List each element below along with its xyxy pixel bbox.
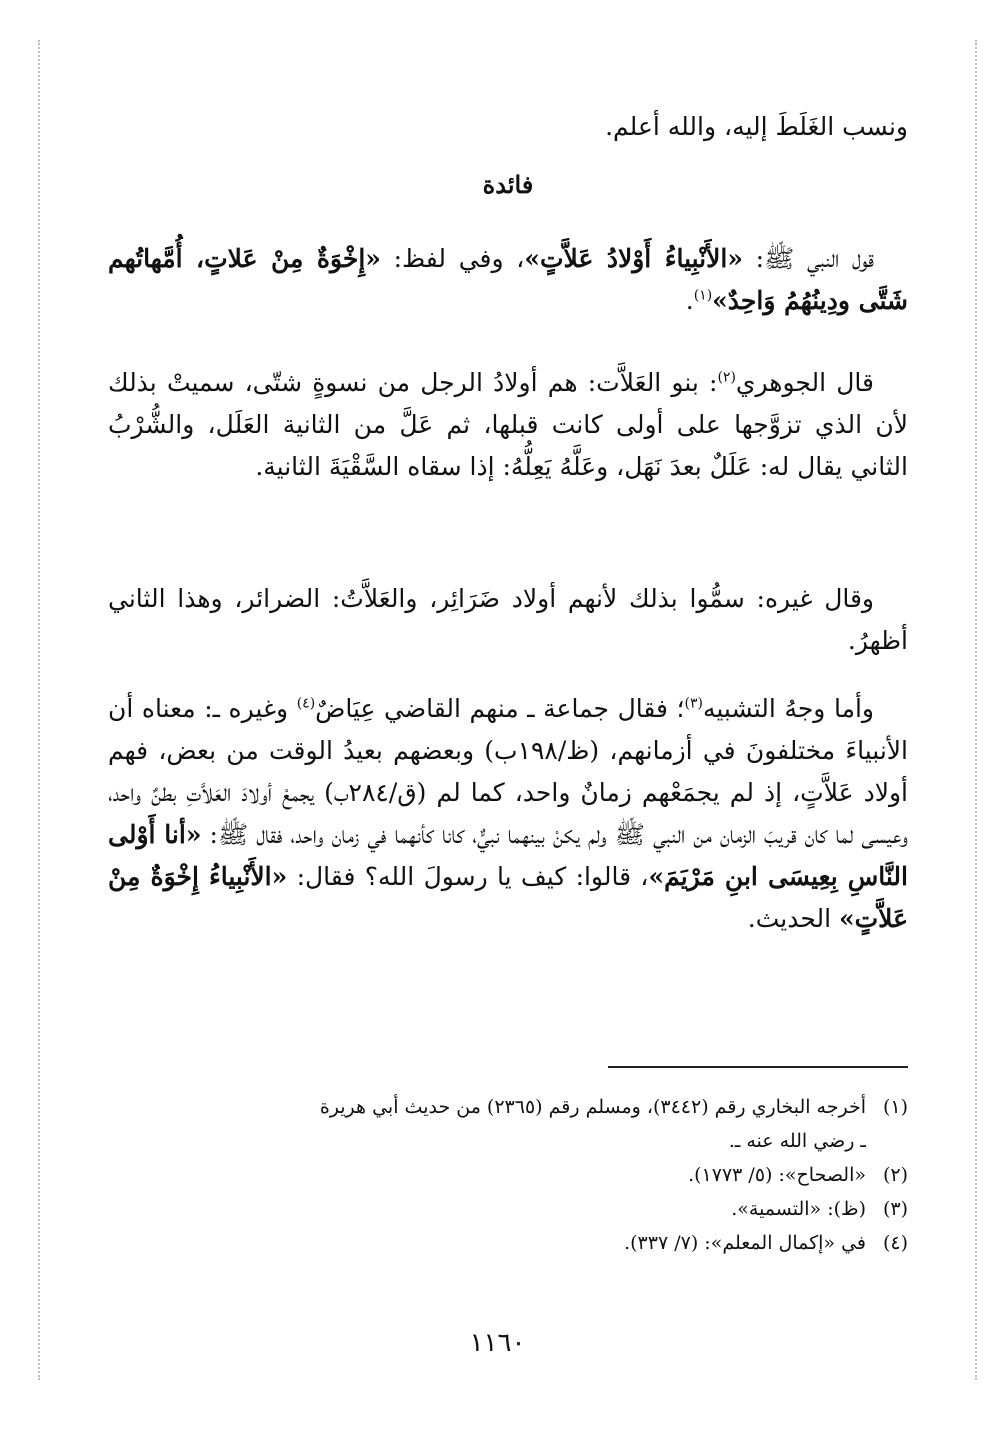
footnote-text: أخرجه البخاري رقم (٣٤٤٢)، ومسلم رقم (٢٣٦٥) من حديث أبي هريرة xyxy=(319,1096,866,1118)
p1-hadith-quote-2: «إِخْوَةٌ مِنْ عَلاتٍ، أُمَّهاتُهم شَتَّى ودِينُهُمُ وَاحِدٌ» xyxy=(108,244,908,315)
p4-hadith-quote-1: «أنا أَوْلى النَّاسِ بِعِيسَى ابنِ مَرْيَمَ» xyxy=(108,820,908,891)
footnote-3 xyxy=(108,1192,908,1226)
scan-edge-dots-left xyxy=(38,40,40,1380)
paragraph-similarity xyxy=(108,688,908,940)
footnote-4 xyxy=(108,1226,908,1260)
footnotes xyxy=(108,1090,908,1260)
footnote-1 xyxy=(108,1090,908,1124)
footnote-number: (١) xyxy=(882,1096,908,1118)
p1-text-a: قول النبي ﷺ: xyxy=(742,244,875,273)
footnote-ref-2[interactable]: (٢) xyxy=(717,369,736,386)
paragraph-hadith xyxy=(108,238,908,322)
footnote-text: (ظ): «التسمية». xyxy=(731,1198,866,1220)
footnote-number: (٢) xyxy=(882,1164,908,1186)
scan-edge-dots-right xyxy=(975,40,977,1380)
footnote-ref-3[interactable]: (٣) xyxy=(684,695,703,712)
section-heading: فائدة xyxy=(482,170,534,199)
footnote-text: «الصحاح»: (٥/ ١٧٧٣). xyxy=(688,1164,866,1186)
footnote-number: (٤) xyxy=(882,1232,908,1254)
page-number: ١١٦٠ xyxy=(469,1328,526,1358)
paragraph-other-opinion: وقال غيره: سمُّوا بذلك لأنهم أولاد ضَرَائِر، والعَلاَّتُ: الضرائر، وهذا الثاني أظهرُ. xyxy=(108,584,908,655)
p4-hadith-quote-2: «الأَنْبِياءُ إِخْوَةٌ مِنْ عَلاَّتٍ» xyxy=(108,862,908,933)
intro-line: ونسب الغَلَطَ إليه، والله أعلم. xyxy=(605,112,908,141)
p2-text-c: : بنو العَلاَّت: هم أولادُ الرجل من نسوةٍ شتّى، سميتْ بذلك لأن الذي تزوَّجها على أولى كانت قبلها، ثم عَلَّ من الثانية العَلَل، والشُّرْبُ الثاني يقال له: عَلَلٌ بعدَ نَهَل، وعَلَّهُ يَعِلُّهُ: إذا سقاه السَّقْيَةَ الثانية. xyxy=(108,368,908,481)
p1-text-f: . xyxy=(685,286,694,315)
p4-text-i: الحديث. xyxy=(747,904,839,933)
footnote-ref-1[interactable]: (١) xyxy=(693,287,713,304)
p1-text-c: ، وفي لفظ: xyxy=(380,244,525,273)
paragraph-jawhari xyxy=(108,362,908,488)
footnote-ref-4[interactable]: (٤) xyxy=(296,695,316,712)
footnote-text: في «إكمال المعلم»: (٧/ ٣٣٧). xyxy=(624,1232,866,1254)
p1-hadith-quote-1: «الأَنْبِياءُ أَوْلادُ عَلاَّتٍ» xyxy=(524,244,743,273)
p4-text-a: وأما وجهُ التشبيه xyxy=(702,694,874,723)
footnote-2 xyxy=(108,1158,908,1192)
footnote-1-continued: ـ رضي الله عنه ـ. xyxy=(728,1130,866,1152)
p4-text-e: وغيره ـ: معناه أن الأنبياءَ مختلفونَ في أزمانهم، (ظ/١٩٨ب) وبعضهم بعيدُ الوقت من بعض، فهم أولاد عَلاَّتٍ، إذ لم يجمَعْهم زمانٌ واحد، كما لم (ق/٢٨٤ب) يجمعْ أولادَ العَلاَّتِ بطنٌ واحد، وعيسى لما كان قريبَ الزمان من النبي ﷺ ولم يكنْ بينهما نبيٌّ، كانا كأنهما في زمان واحد، فقال ﷺ: xyxy=(108,694,909,849)
p2-text-a: قال الجوهري xyxy=(735,368,874,397)
p4-text-c: ؛ فقال جماعة ـ منهم القاضي عِيَاضٌ xyxy=(315,694,685,723)
footnote-number: (٣) xyxy=(882,1198,908,1220)
footnote-divider xyxy=(608,1066,908,1068)
p4-text-g: ، قالوا: كيف يا رسولَ الله؟ فقال: xyxy=(287,862,649,891)
